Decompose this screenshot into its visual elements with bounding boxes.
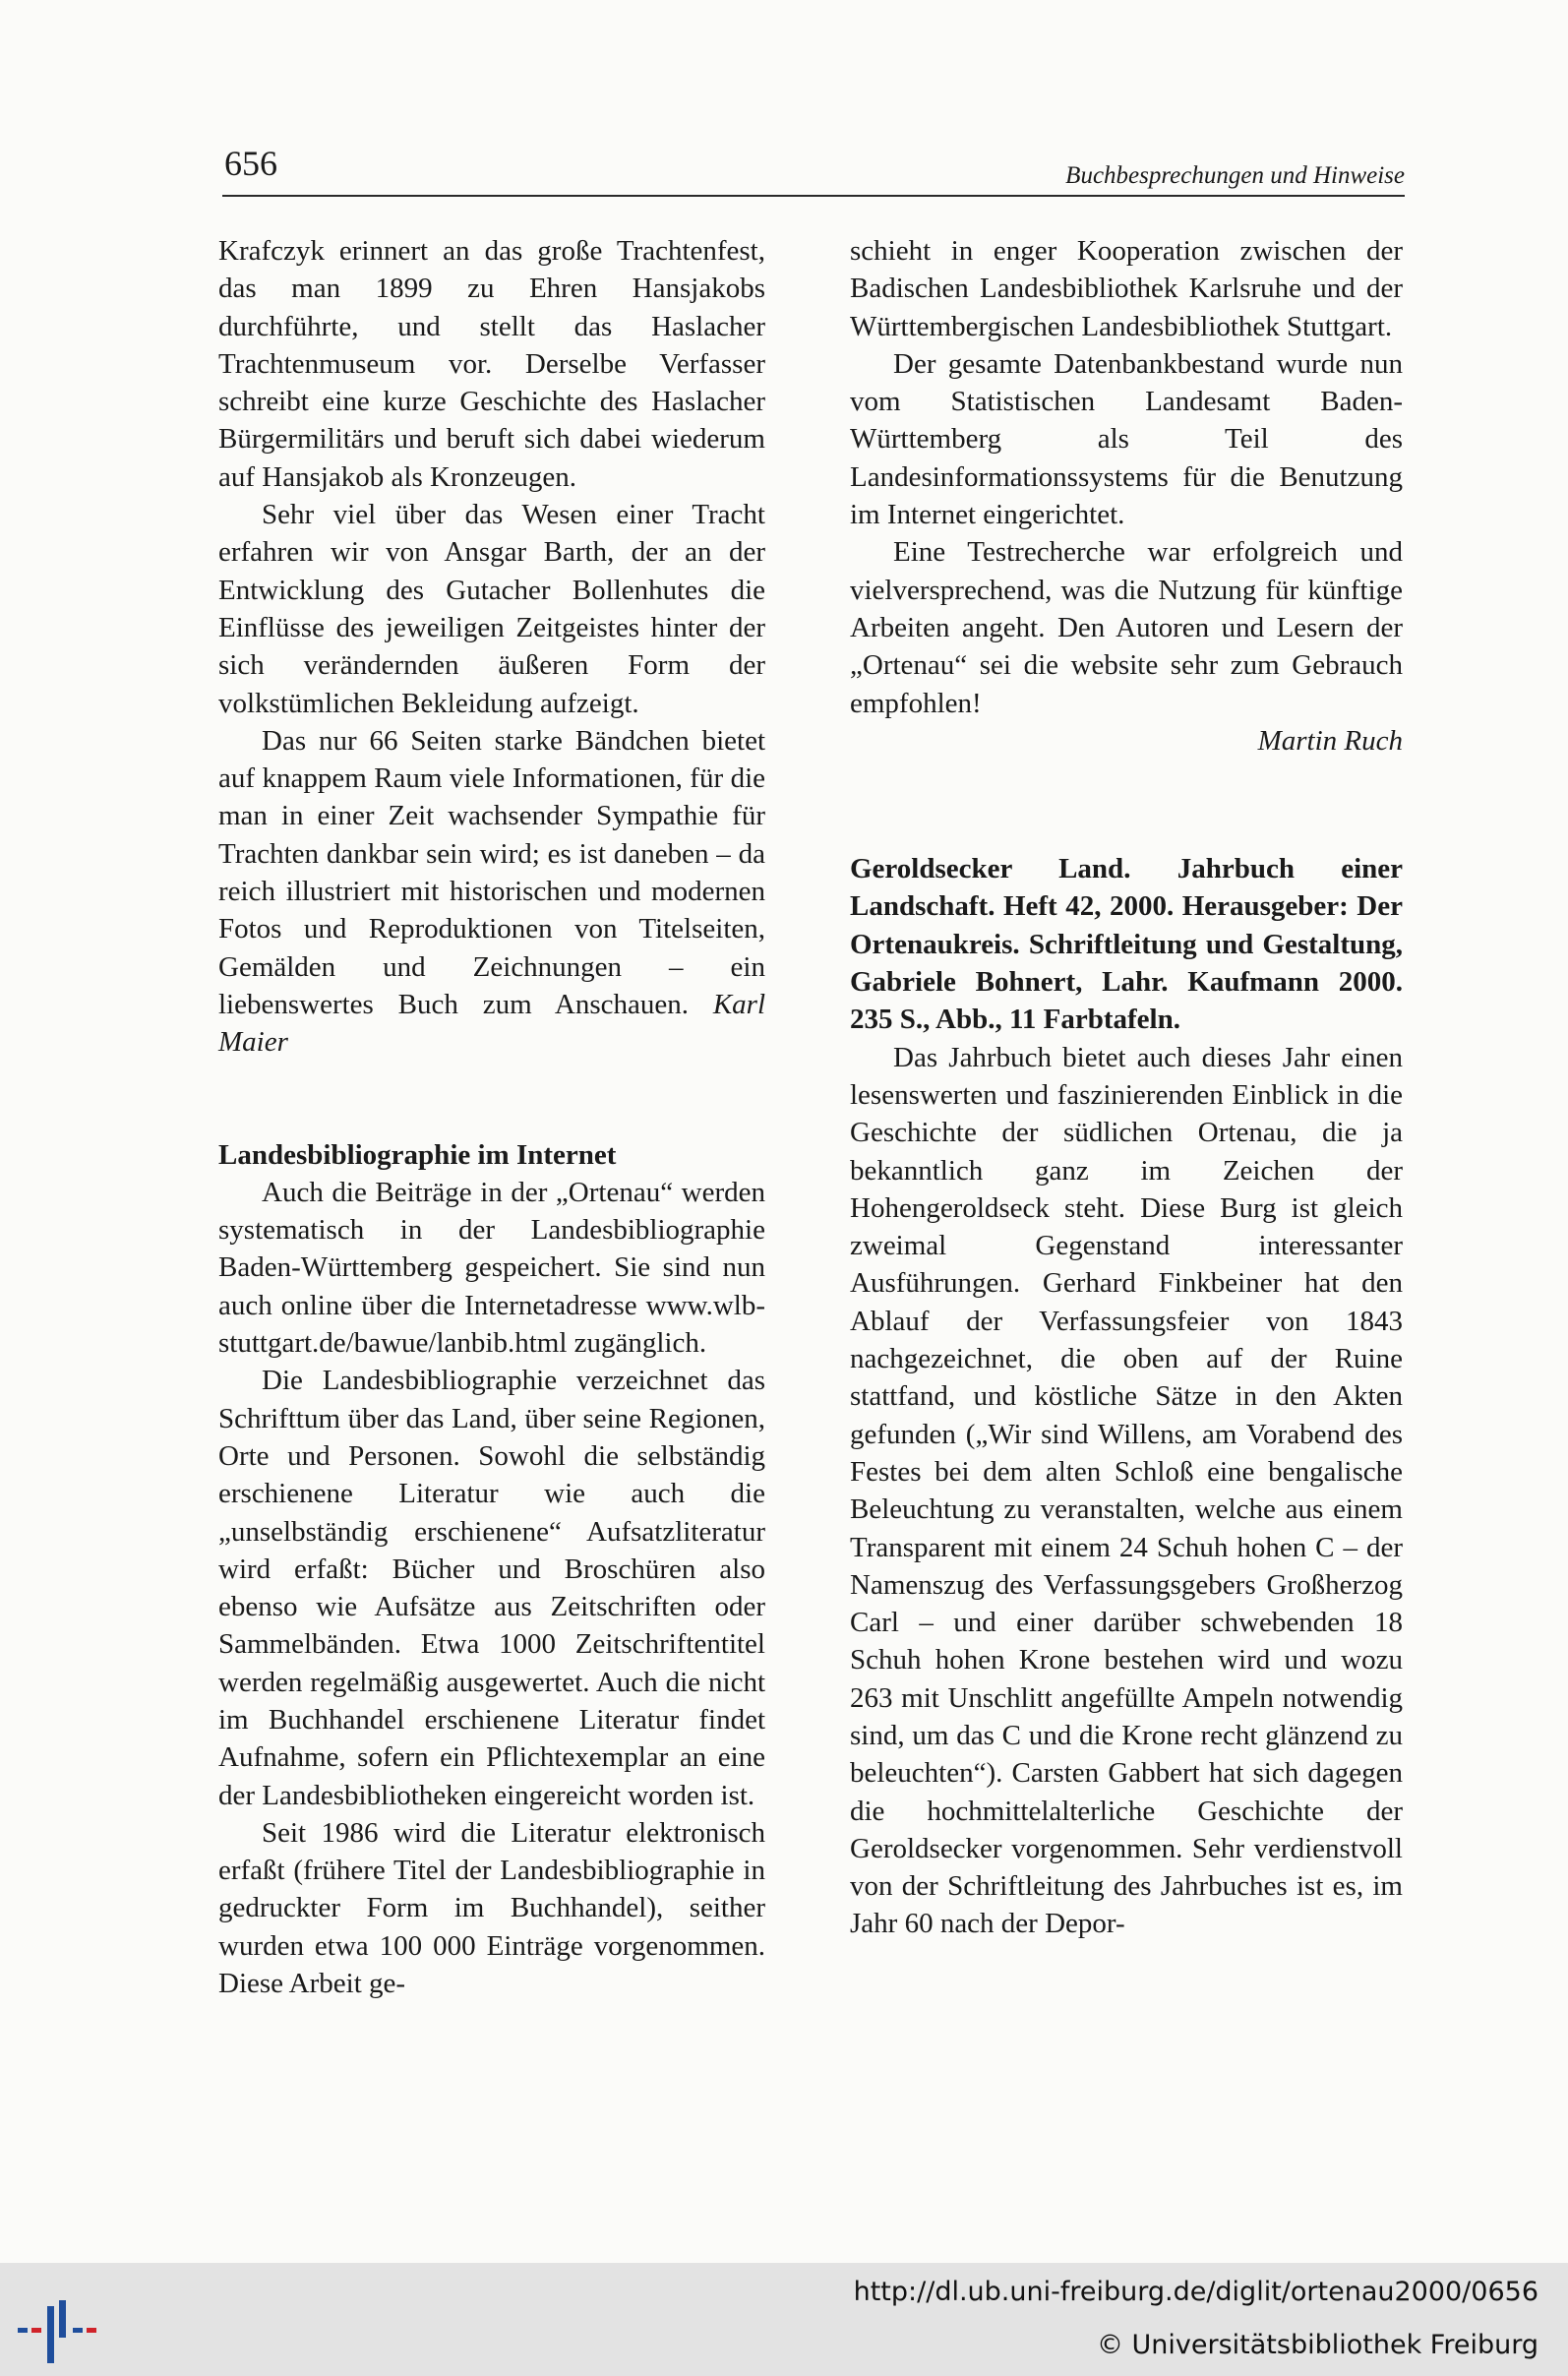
paragraph: schieht in enger Kooperation zwischen der Badischen Landesbibliothek Karlsruhe und der Württembergischen Landesbibliothek Stuttgart. [850,235,1403,342]
section-heading: Landesbibliographie im Internet [218,1138,617,1171]
running-head: Buchbesprechungen und Hinweise [1065,162,1405,189]
paragraph: Eine Testrecherche war erfolgreich und vielversprechend, was die Nutzung für künftige Arbeiten angeht. Den Autoren und Lesern der „Ortenau“ sei die website sehr zum Gebrauch empfohlen! [850,536,1403,719]
paragraph: Seit 1986 wird die Literatur elektronisch erfaßt (frühere Titel der Landesbibliographie in gedruckter Form im Buchhandel), seither wurden etwa 100 000 Einträge vorgenommen. Diese Arbeit ge- [218,1816,765,2000]
section-spacer [218,1062,765,1136]
ub-freiburg-logo-icon[interactable] [18,2300,98,2363]
right-column [850,232,1403,1943]
copyright-notice: © Universitätsbibliothek Freiburg [1096,2330,1538,2360]
book-citation-heading: Geroldsecker Land. Jahrbuch einer Landschaft. Heft 42, 2000. Herausgeber: Der Ortenaukreis. Schriftleitung und Gestaltung, Gabriele Bohnert, Lahr. Kaufmann 2000. 235 S., Abb., 11 Farbtafeln. [850,853,1403,1036]
paragraph-text: Das nur 66 Seiten starke Bändchen bietet auf knappem Raum viele Informationen, für die man in einer Zeit wachsender Sympathie für Trachten dankbar sein wird; es ist daneben – da reich illustriert mit historischen und modernen Fotos und Reproduktionen von Titelseiten, Gemälden und Zeichnungen – ein liebenswertes Buch zum Anschauen. [218,724,765,1020]
paragraph: Der gesamte Datenbankbestand wurde nun vom Statistischen Landesamt Baden-Württemberg als Teil des Landesinformationssystems für die Benutzung im Internet eingerichtet. [850,347,1403,531]
page-number: 656 [224,144,277,183]
author-signature: Martin Ruch [1257,724,1403,757]
paragraph: Das Jahrbuch bietet auch dieses Jahr einen lesenswerten und faszinierenden Einblick in die Geschichte der südlichen Ortenau, die ja bekanntlich ganz im Zeichen der Hohengeroldseck steht. Diese Burg ist gleich zweimal Gegenstand interessanter Ausführungen. Gerhard Finkbeiner hat den Ablauf der Verfassungsfeier von 1843 nachgezeichnet, die oben auf der Ruine stattfand, und köstliche Sätze in den Akten gefunden („Wir sind Willens, am Vorabend des Festes bei dem alten Schloß eine bengalische Beleuchtung zu veranstalten, welche aus einem Transparent mit einem 24 Schuh hohen C – der Namenszug des Verfassungsgebers Großherzog Carl – und einer darüber schwebenden 18 Schuh hohen Krone bestehen wird und wozu 263 mit Unschlitt angefüllte Ampeln notwendig sind, um das C und die Krone recht glänzend zu beleuchten“). Carsten Gabbert hat sich dagegen die hochmittelalterliche Geschichte der Geroldsecker vorgenommen. Sehr verdienstvoll von der Schriftleitung des Jahrbuches ist es, im Jahr 60 nach der Depor- [850,1041,1403,1940]
header-rule [222,195,1405,197]
paragraph: Sehr viel über das Wesen einer Tracht erfahren wir von Ansgar Barth, der an der Entwicklung des Gutacher Bollenhutes die Einflüsse des jeweiligen Zeitgeistes hinter der sich verändernden äußeren Form der volkstümlichen Bekleidung aufzeigt. [218,499,765,719]
paragraph: Auch die Beiträge in der „Ortenau“ werden systematisch in der Landesbibliographie Baden-Württemberg gespeichert. Sie sind nun auch online über die Internetadresse www.wlb-stuttgart.de/bawue/lanbib.html zugänglich. [218,1176,765,1360]
document-url-link[interactable]: http://dl.ub.uni-freiburg.de/diglit/ortenau2000/0656 [853,2277,1538,2307]
author-signature: Karl Maier [218,988,766,1059]
section-spacer [850,760,1403,850]
paragraph [218,722,765,1062]
paragraph: Krafczyk erinnert an das große Trachtenfest, das man 1899 zu Ehren Hansjakobs durchführte, und stellt das Haslacher Trachtenmuseum vor. Derselbe Verfasser schreibt eine kurze Geschichte des Haslacher Bürgermilitärs und beruft sich dabei wiederum auf Hansjakob als Kronzeugen. [218,235,765,493]
left-column [218,232,765,2002]
paragraph: Die Landesbibliographie verzeichnet das Schrifttum über das Land, über seine Regionen, Orte und Personen. Sowohl die selbständig erschienene Literatur wie auch die „unselbständig erschienene“ Aufsatzliteratur wird erfaßt: Bücher und Broschüren also ebenso wie Aufsätze aus Zeitschriften oder Sammelbänden. Etwa 1000 Zeitschriftentitel werden regelmäßig ausgewertet. Auch die nicht im Buchhandel erschienene Literatur findet Aufnahme, sofern ein Pflichtexemplar an eine der Landesbibliotheken eingereicht worden ist. [218,1365,765,1811]
